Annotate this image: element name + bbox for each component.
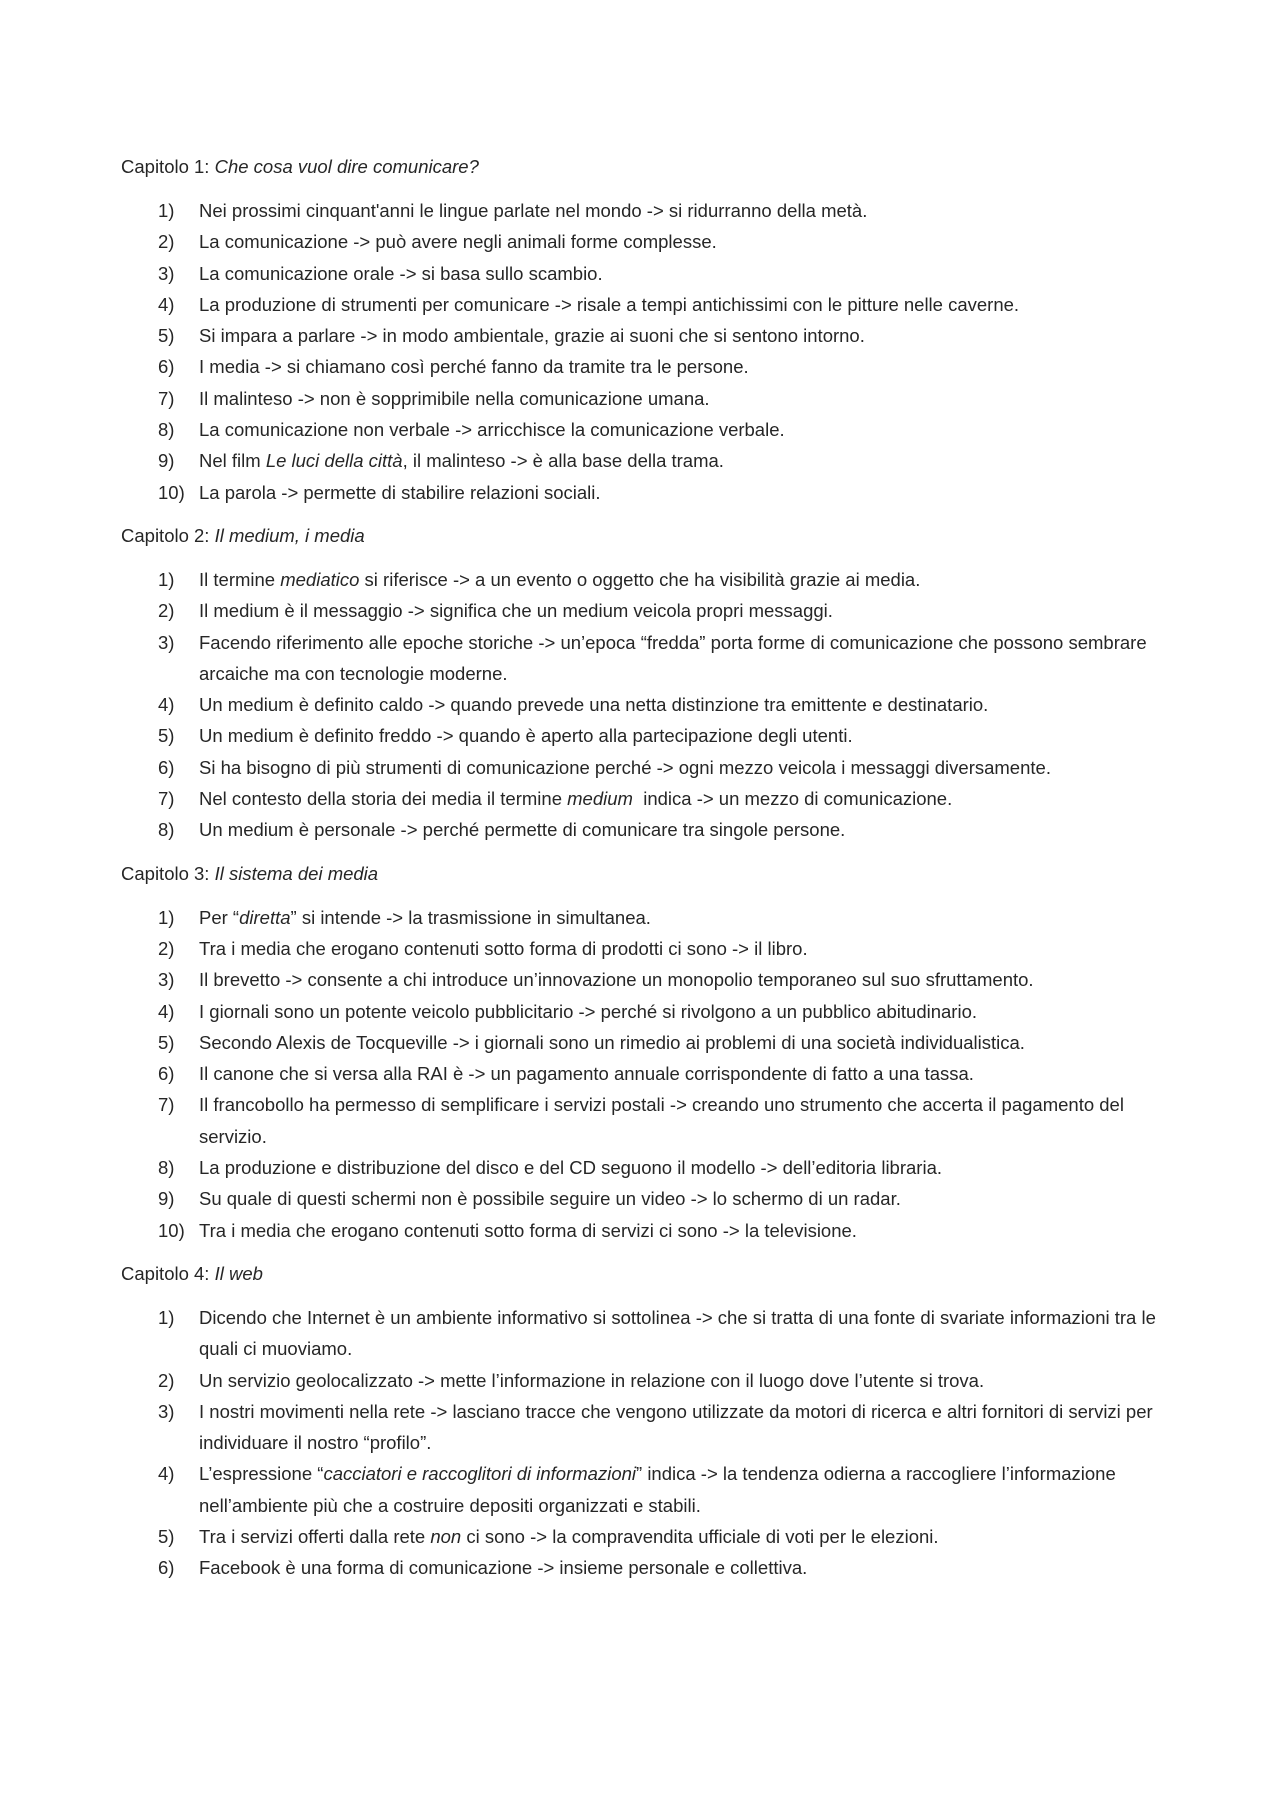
item-number: 2) [158,600,175,622]
chapter-section [121,858,1171,1246]
item-text: La comunicazione non verbale -> arricchisce la comunicazione verbale. [199,419,785,441]
list-item [121,195,1171,226]
item-number: 7) [158,788,175,810]
list-item [121,933,1171,964]
list-item [121,720,1171,751]
item-text: Dicendo che Internet è un ambiente informativo si sottolinea -> che si tratta di una fonte di svariate informazioni tra le quali ci muoviamo. [199,1306,1162,1360]
item-text: Si ha bisogno di più strumenti di comunicazione perché -> ogni mezzo veicola i messaggi diversamente. [199,756,1051,778]
item-text: Tra i media che erogano contenuti sotto forma di prodotti ci sono -> il libro. [199,937,808,959]
list-item [121,595,1171,626]
item-text: Per “ [199,906,240,928]
item-number: 1) [158,906,175,928]
item-text: Un medium è personale -> perché permette di comunicare tra singole persone. [199,819,846,841]
chapter-heading [121,520,1171,551]
item-number: 9) [158,450,175,472]
item-number: 5) [158,725,175,747]
item-number: 6) [158,356,175,378]
list-item [121,1552,1171,1583]
chapter-title: Il web [214,1262,263,1284]
item-number: 5) [158,325,175,347]
item-number: 7) [158,1094,175,1116]
item-text: Il medium è il messaggio -> significa che un medium veicola propri messaggi. [199,600,833,622]
chapter-heading [121,858,1171,889]
item-text: Nel film [199,450,266,472]
item-number: 10) [158,1219,185,1241]
item-number: 7) [158,387,175,409]
item-text: Il brevetto -> consente a chi introduce un’innovazione un monopolio temporaneo sul suo sfruttamento. [199,969,1034,991]
item-text: ci sono -> la compravendita ufficiale di voti per le elezioni. [461,1525,939,1547]
item-number: 3) [158,1400,175,1422]
question-list [121,195,1171,508]
item-number: 8) [158,1157,175,1179]
list-item [121,1027,1171,1058]
item-text: ” si intende -> la trasmissione in simultanea. [290,906,651,928]
item-text: Un medium è definito freddo -> quando è aperto alla partecipazione degli utenti. [199,725,853,747]
list-item [121,289,1171,320]
list-item [121,627,1171,690]
list-item [121,477,1171,508]
chapter-heading [121,1258,1171,1289]
item-text: Il malinteso -> non è sopprimibile nella comunicazione umana. [199,387,710,409]
list-item [121,1152,1171,1183]
chapter-label: Capitolo 4: [121,1262,215,1284]
question-list [121,1302,1171,1584]
item-number: 8) [158,419,175,441]
item-number: 10) [158,481,185,503]
list-item [121,226,1171,257]
list-item [121,320,1171,351]
item-number: 1) [158,1306,175,1328]
item-number: 4) [158,1000,175,1022]
item-text-italic: non [430,1525,462,1547]
list-item [121,1521,1171,1552]
item-text: La comunicazione -> può avere negli animali forme complesse. [199,231,717,253]
item-number: 1) [158,568,175,590]
item-text: Il termine [199,568,281,590]
question-list [121,902,1171,1246]
item-text: La comunicazione orale -> si basa sullo scambio. [199,262,603,284]
list-item [121,1183,1171,1214]
list-item [121,351,1171,382]
item-number: 4) [158,1463,175,1485]
item-text: Nel contesto della storia dei media il termine [199,788,568,810]
chapter-section [121,1258,1171,1584]
list-item [121,814,1171,845]
item-text-italic: cacciatori e raccoglitori di informazioni [323,1463,637,1485]
item-text: si riferisce -> a un evento o oggetto che ha visibilità grazie ai media. [359,568,921,590]
item-number: 4) [158,293,175,315]
list-item [121,383,1171,414]
item-text: I nostri movimenti nella rete -> lasciano tracce che vengono utilizzate da motori di ricerca e altri fornitori di servizi per individuare il nostro “profilo”. [199,1400,1158,1454]
chapter-label: Capitolo 2: [121,524,215,546]
item-number: 2) [158,1369,175,1391]
item-text: I media -> si chiamano così perché fanno da tramite tra le persone. [199,356,749,378]
chapter-title: Il medium, i media [214,524,365,546]
item-number: 6) [158,1557,175,1579]
list-item [121,1365,1171,1396]
item-number: 5) [158,1031,175,1053]
item-number: 4) [158,694,175,716]
item-text: indica -> un mezzo di comunicazione. [632,788,953,810]
list-item [121,414,1171,445]
list-item [121,445,1171,476]
item-number: 9) [158,1188,175,1210]
item-number: 2) [158,231,175,253]
list-item [121,258,1171,289]
item-number: 3) [158,262,175,284]
item-number: 6) [158,756,175,778]
item-text: ” indica -> la tendenza odierna a raccogliere l’informazione nell’ambiente più che a costruire depositi organizzati e stabili. [199,1463,1121,1516]
document-content [121,151,1171,1596]
list-item [121,564,1171,595]
item-text: Facendo riferimento alle epoche storiche -> un’epoca “fredda” porta forme di comunicazione che possono sembrare arcaiche ma con tecnologie moderne. [199,631,1152,684]
item-text-italic: mediatico [280,568,360,590]
list-item [121,689,1171,720]
item-text: Su quale di questi schermi non è possibile seguire un video -> lo schermo di un radar. [199,1188,901,1210]
item-text: Il francobollo ha permesso di semplificare i servizi postali -> creando uno strumento che accerta il pagamento del servizio. [199,1094,1130,1147]
item-text: La parola -> permette di stabilire relazioni sociali. [199,481,601,503]
item-number: 2) [158,937,175,959]
item-number: 3) [158,631,175,653]
list-item [121,1458,1171,1521]
item-text: Tra i media che erogano contenuti sotto forma di servizi ci sono -> la televisione. [199,1219,857,1241]
list-item [121,783,1171,814]
list-item [121,1302,1171,1365]
chapter-heading [121,151,1171,182]
item-text: Tra i servizi offerti dalla rete [199,1525,431,1547]
chapter-section [121,151,1171,508]
chapter-title: Che cosa vuol dire comunicare? [214,156,479,177]
list-item [121,902,1171,933]
item-number: 5) [158,1525,175,1547]
chapter-title: Il sistema dei media [214,862,379,884]
question-list [121,564,1171,846]
item-text: Un servizio geolocalizzato -> mette l’informazione in relazione con il luogo dove l’utente si trova. [199,1369,985,1391]
chapter-label: Capitolo 1: [121,156,215,177]
item-text: L’espressione “ [199,1463,324,1485]
item-number: 8) [158,819,175,841]
item-text: La produzione e distribuzione del disco e del CD seguono il modello -> dell’editoria libraria. [199,1157,942,1179]
list-item [121,996,1171,1027]
list-item [121,1089,1171,1152]
list-item [121,1396,1171,1459]
item-number: 6) [158,1063,175,1085]
item-number: 1) [158,200,175,221]
item-text: I giornali sono un potente veicolo pubblicitario -> perché si rivolgono a un pubblico abitudinario. [199,1000,978,1022]
item-text: Un medium è definito caldo -> quando prevede una netta distinzione tra emittente e destinatario. [199,694,989,716]
item-text-italic: medium [567,788,633,810]
chapter-label: Capitolo 3: [121,862,215,884]
item-text: Secondo Alexis de Tocqueville -> i giornali sono un rimedio ai problemi di una società individualistica. [199,1031,1025,1053]
item-text-italic: diretta [239,906,291,928]
item-text: Si impara a parlare -> in modo ambientale, grazie ai suoni che si sentono intorno. [199,325,865,347]
item-text-italic: Le luci della città [265,450,403,472]
list-item [121,752,1171,783]
item-text: Nei prossimi cinquant'anni le lingue parlate nel mondo -> si ridurranno della metà. [199,200,868,221]
list-item [121,964,1171,995]
item-text: La produzione di strumenti per comunicare -> risale a tempi antichissimi con le pitture nelle caverne. [199,293,1020,315]
item-text: , il malinteso -> è alla base della trama. [402,450,724,472]
list-item [121,1058,1171,1089]
list-item [121,1215,1171,1246]
item-text: Facebook è una forma di comunicazione -> insieme personale e collettiva. [199,1557,808,1579]
item-text: Il canone che si versa alla RAI è -> un pagamento annuale corrispondente di fatto a una tassa. [199,1063,974,1085]
chapter-section [121,520,1171,846]
item-number: 3) [158,969,175,991]
